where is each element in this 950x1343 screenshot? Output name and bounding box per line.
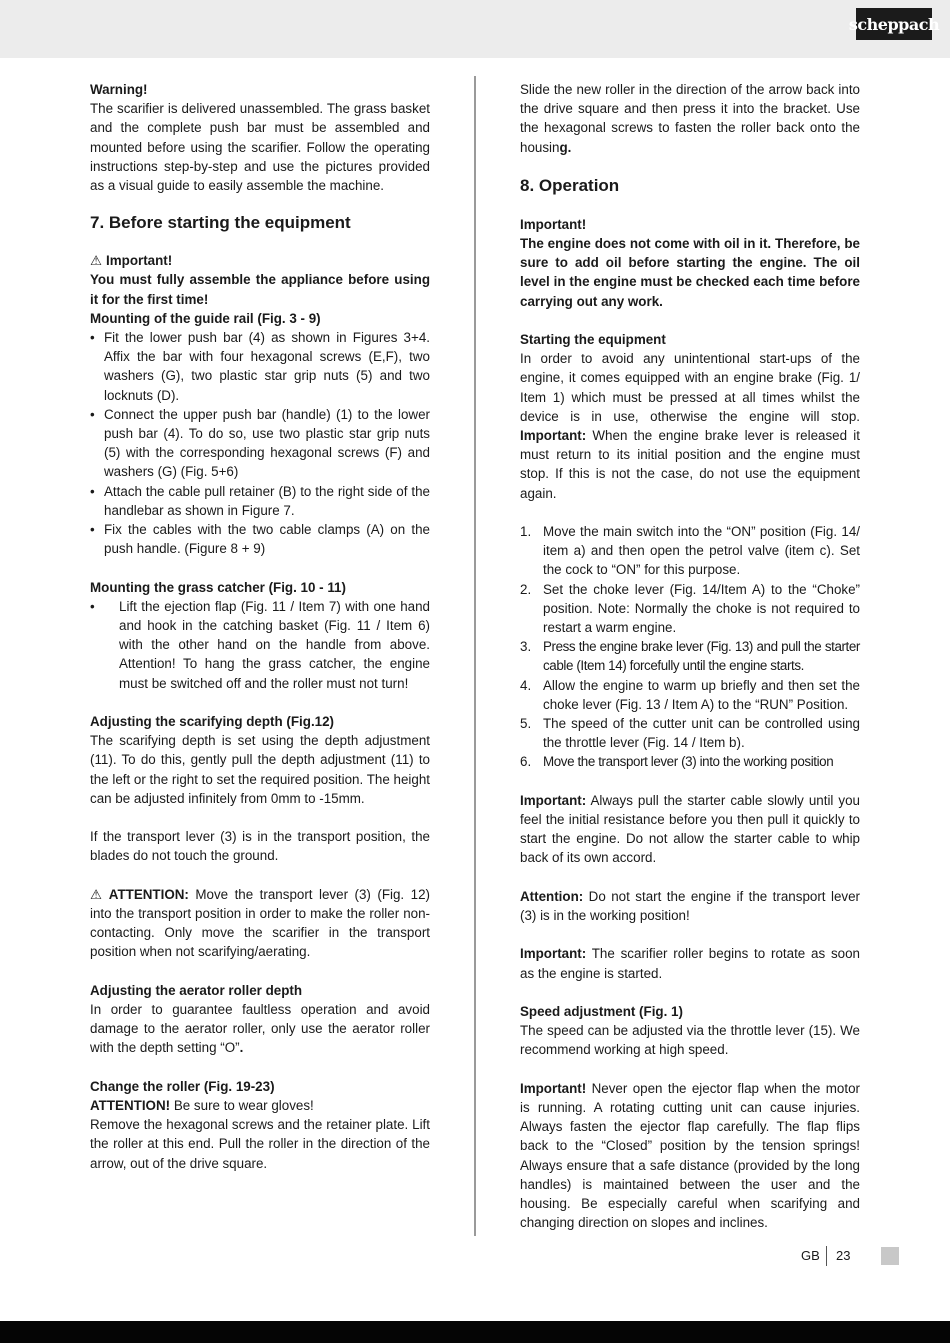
list-item: • Connect the upper push bar (handle) (1) to the lower push bar (4). To do so, use two plastic star grip nuts (5) with the corresponding hexagonal screws (F) and washers (G) (Fig. 5+6) <box>90 405 430 482</box>
column-divider <box>474 76 476 1236</box>
step-number: 6. <box>520 754 532 770</box>
assemble-notice: You must fully assemble the appliance before using it for the first time! <box>90 272 430 307</box>
step-text: Press the engine brake lever (Fig. 13) and pull the starter cable (Item 14) forcefully until the engine starts. <box>543 639 860 674</box>
attention-label: ATTENTION: <box>108 886 189 902</box>
list-item <box>520 676 860 714</box>
step-text: Set the choke lever (Fig. 14/Item A) to the “Choke” position. Note: Normally the choke is not required to restart a warm engine. <box>543 581 860 636</box>
aerator-end: . <box>239 1040 244 1056</box>
slide-roller-end: g. <box>559 139 572 155</box>
right-column <box>520 80 860 1232</box>
guide-rail-heading: Mounting of the guide rail (Fig. 3 - 9) <box>90 310 321 326</box>
ejector-text: Never open the ejector flap when the motor is running. A rotating cutting unit can cause injuries. Always fasten the ejector flap carefully. The flap flips back to the “Closed” position by the tension springs! Always ensure that a safe distance (provided by the long handles) is maintained between the user and the housing. Be especially careful when scarifying and changing direction on slopes and inclines. <box>520 1080 860 1231</box>
list-item: • Attach the cable pull retainer (B) to the right side of the handlebar as shown in Figure 7. <box>90 482 430 520</box>
page-number: 23 <box>836 1248 851 1263</box>
speed-heading: Speed adjustment (Fig. 1) <box>520 1004 683 1020</box>
list-item: • Fix the cables with the two cable clamps (A) on the push handle. (Figure 8 + 9) <box>90 520 430 558</box>
brand-logo <box>848 8 940 40</box>
warning-text: The scarifier is delivered unassembled. The grass basket and the complete push bar must be assembled and mounted before using the scarifier. Follow the operating instructions step-by-step and use the pictures provided as a visual guide to easily assemble the machine. <box>90 101 430 194</box>
step-text: The speed of the cutter unit can be controlled using the throttle lever (Fig. 14 / Item b). <box>543 716 860 751</box>
scarifying-depth-heading: Adjusting the scarifying depth (Fig.12) <box>90 714 335 730</box>
warning-triangle-icon: ⚠ <box>90 886 105 902</box>
footer-separator <box>826 1246 827 1266</box>
transport-text: If the transport lever (3) is in the transport position, the blades do not touch the ground. <box>90 829 430 864</box>
section-8-heading: 8. Operation <box>520 175 620 195</box>
list-item <box>520 580 860 638</box>
starting-paragraph <box>520 349 860 503</box>
starter-text: Always pull the starter cable slowly until you feel the initial resistance before you then pull it quickly to start the engine. Do not allow the starter cable to whip back of its own accord. <box>520 792 860 866</box>
step-text: Allow the engine to warm up briefly and then set the choke lever (Fig. 13 / Item A) to the “RUN” Position. <box>543 677 860 712</box>
section-7-heading: 7. Before starting the equipment <box>90 213 351 233</box>
roller-text: The scarifier roller begins to rotate as soon as the engine is started. <box>520 946 860 981</box>
list-item: • Fit the lower push bar (4) as shown in Figures 3+4. Affix the bar with four hexagonal screws (E,F), two washers (G), two plastic star grip nuts (5) and two locknuts (D). <box>90 328 430 405</box>
starting-steps-list <box>520 522 860 772</box>
top-banner <box>0 0 950 58</box>
ejector-paragraph <box>520 1079 860 1233</box>
change-roller-heading: Change the roller (Fig. 19-23) <box>90 1078 275 1094</box>
oil-notice: The engine does not come with oil in it. Therefore, be sure to add oil before starting the engine. The oil level in the engine must be checked each time before carrying out any work. <box>520 236 860 309</box>
starting-heading: Starting the equipment <box>520 332 666 348</box>
slide-roller-text: Slide the new roller in the direction of the arrow back into the drive square and then press it into the bracket. Use the hexagonal screws to fasten the roller back onto the housin <box>520 82 860 155</box>
attention-label: Attention: <box>520 888 584 904</box>
page-marker <box>881 1247 899 1265</box>
left-column <box>90 80 430 1173</box>
speed-text: The speed can be adjusted via the throttle lever (15). We recommend working at high speed. <box>520 1023 860 1058</box>
roller-label: Important: <box>520 946 587 962</box>
roller-attention-label: ATTENTION! <box>90 1098 171 1114</box>
bottom-banner <box>0 1321 950 1343</box>
list-item <box>520 714 860 752</box>
roller-attention-text: Be sure to wear gloves! <box>173 1098 314 1114</box>
roller-attention-paragraph <box>90 1096 430 1115</box>
aerator-heading: Adjusting the aerator roller depth <box>90 982 303 998</box>
warning-triangle-icon: ⚠ <box>90 253 103 269</box>
attention-text: Do not start the engine if the transport lever (3) is in the working position! <box>520 888 860 924</box>
important-heading <box>90 251 430 270</box>
guide-rail-list <box>90 328 430 558</box>
aerator-text: In order to guarantee faultless operation and avoid damage to the aerator roller, only use the aerator roller with the depth setting “O” <box>90 1002 430 1056</box>
slide-roller-paragraph <box>520 80 860 157</box>
attention-paragraph <box>520 887 860 925</box>
warning-title: Warning! <box>90 82 148 97</box>
starter-label: Important: <box>520 792 587 808</box>
starter-cable-paragraph <box>520 791 860 868</box>
step-number: 3. <box>520 639 532 655</box>
starting-important-label: Important: <box>520 428 587 444</box>
list-item <box>520 752 860 771</box>
starting-text-b: When the engine brake lever is released it must return to its initial position and the engine must stop. If this is not the case, do not use the equipment again. <box>520 428 860 501</box>
list-item: • Lift the ejection flap (Fig. 11 / Item 7) with one hand and hook in the catching basket (Fig. 11 / Item 6) with the other hand on the handle from above. Attention! To hang the grass catcher, the engine must be switched off and the roller must not turn! <box>90 597 430 693</box>
step-text: Move the transport lever (3) into the working position <box>543 754 834 770</box>
step-number: 1. <box>520 524 532 540</box>
change-roller-text: Remove the hexagonal screws and the retainer plate. Lift the roller at this end. Pull the roller in the direction of the arrow, out of the drive square. <box>90 1117 430 1171</box>
important-label: Important! <box>520 216 587 232</box>
important-label: Important! <box>106 253 173 269</box>
aerator-paragraph <box>90 1000 430 1058</box>
list-item <box>520 522 860 580</box>
step-text: Move the main switch into the “ON” position (Fig. 14/ item a) and then open the petrol valve (item c). Set the cock to “ON” for this purpose. <box>543 524 860 578</box>
scarifying-depth-text: The scarifying depth is set using the depth adjustment (11). To do this, gently pull the depth adjustment (11) to the left or the right to set the required position. The height can be adjusted infinitely from 0mm to -15mm. <box>90 733 430 806</box>
attention-text: Move the transport lever (3) (Fig. 12) into the transport position in order to make the roller non-contacting. Only move the scarifier in the transport position when not scarifying/aerating. <box>90 886 430 960</box>
starting-text-a: In order to avoid any unintentional start-ups of the engine, it comes equipped with an engine brake (Fig. 1/ Item 1) which must be pressed at all times whilst the device is in use, otherwise the engine will stop. <box>520 351 860 424</box>
grass-catcher-heading: Mounting the grass catcher (Fig. 10 - 11) <box>90 579 346 595</box>
attention-paragraph <box>90 885 430 962</box>
ejector-label: Important! <box>520 1080 587 1096</box>
brand-name: scheppach <box>848 14 940 34</box>
grass-catcher-list <box>90 597 430 693</box>
roller-rotate-paragraph <box>520 944 860 982</box>
step-number: 2. <box>520 581 532 597</box>
list-item <box>520 637 860 675</box>
language-code: GB <box>801 1248 820 1263</box>
step-number: 4. <box>520 677 532 693</box>
step-number: 5. <box>520 716 532 732</box>
